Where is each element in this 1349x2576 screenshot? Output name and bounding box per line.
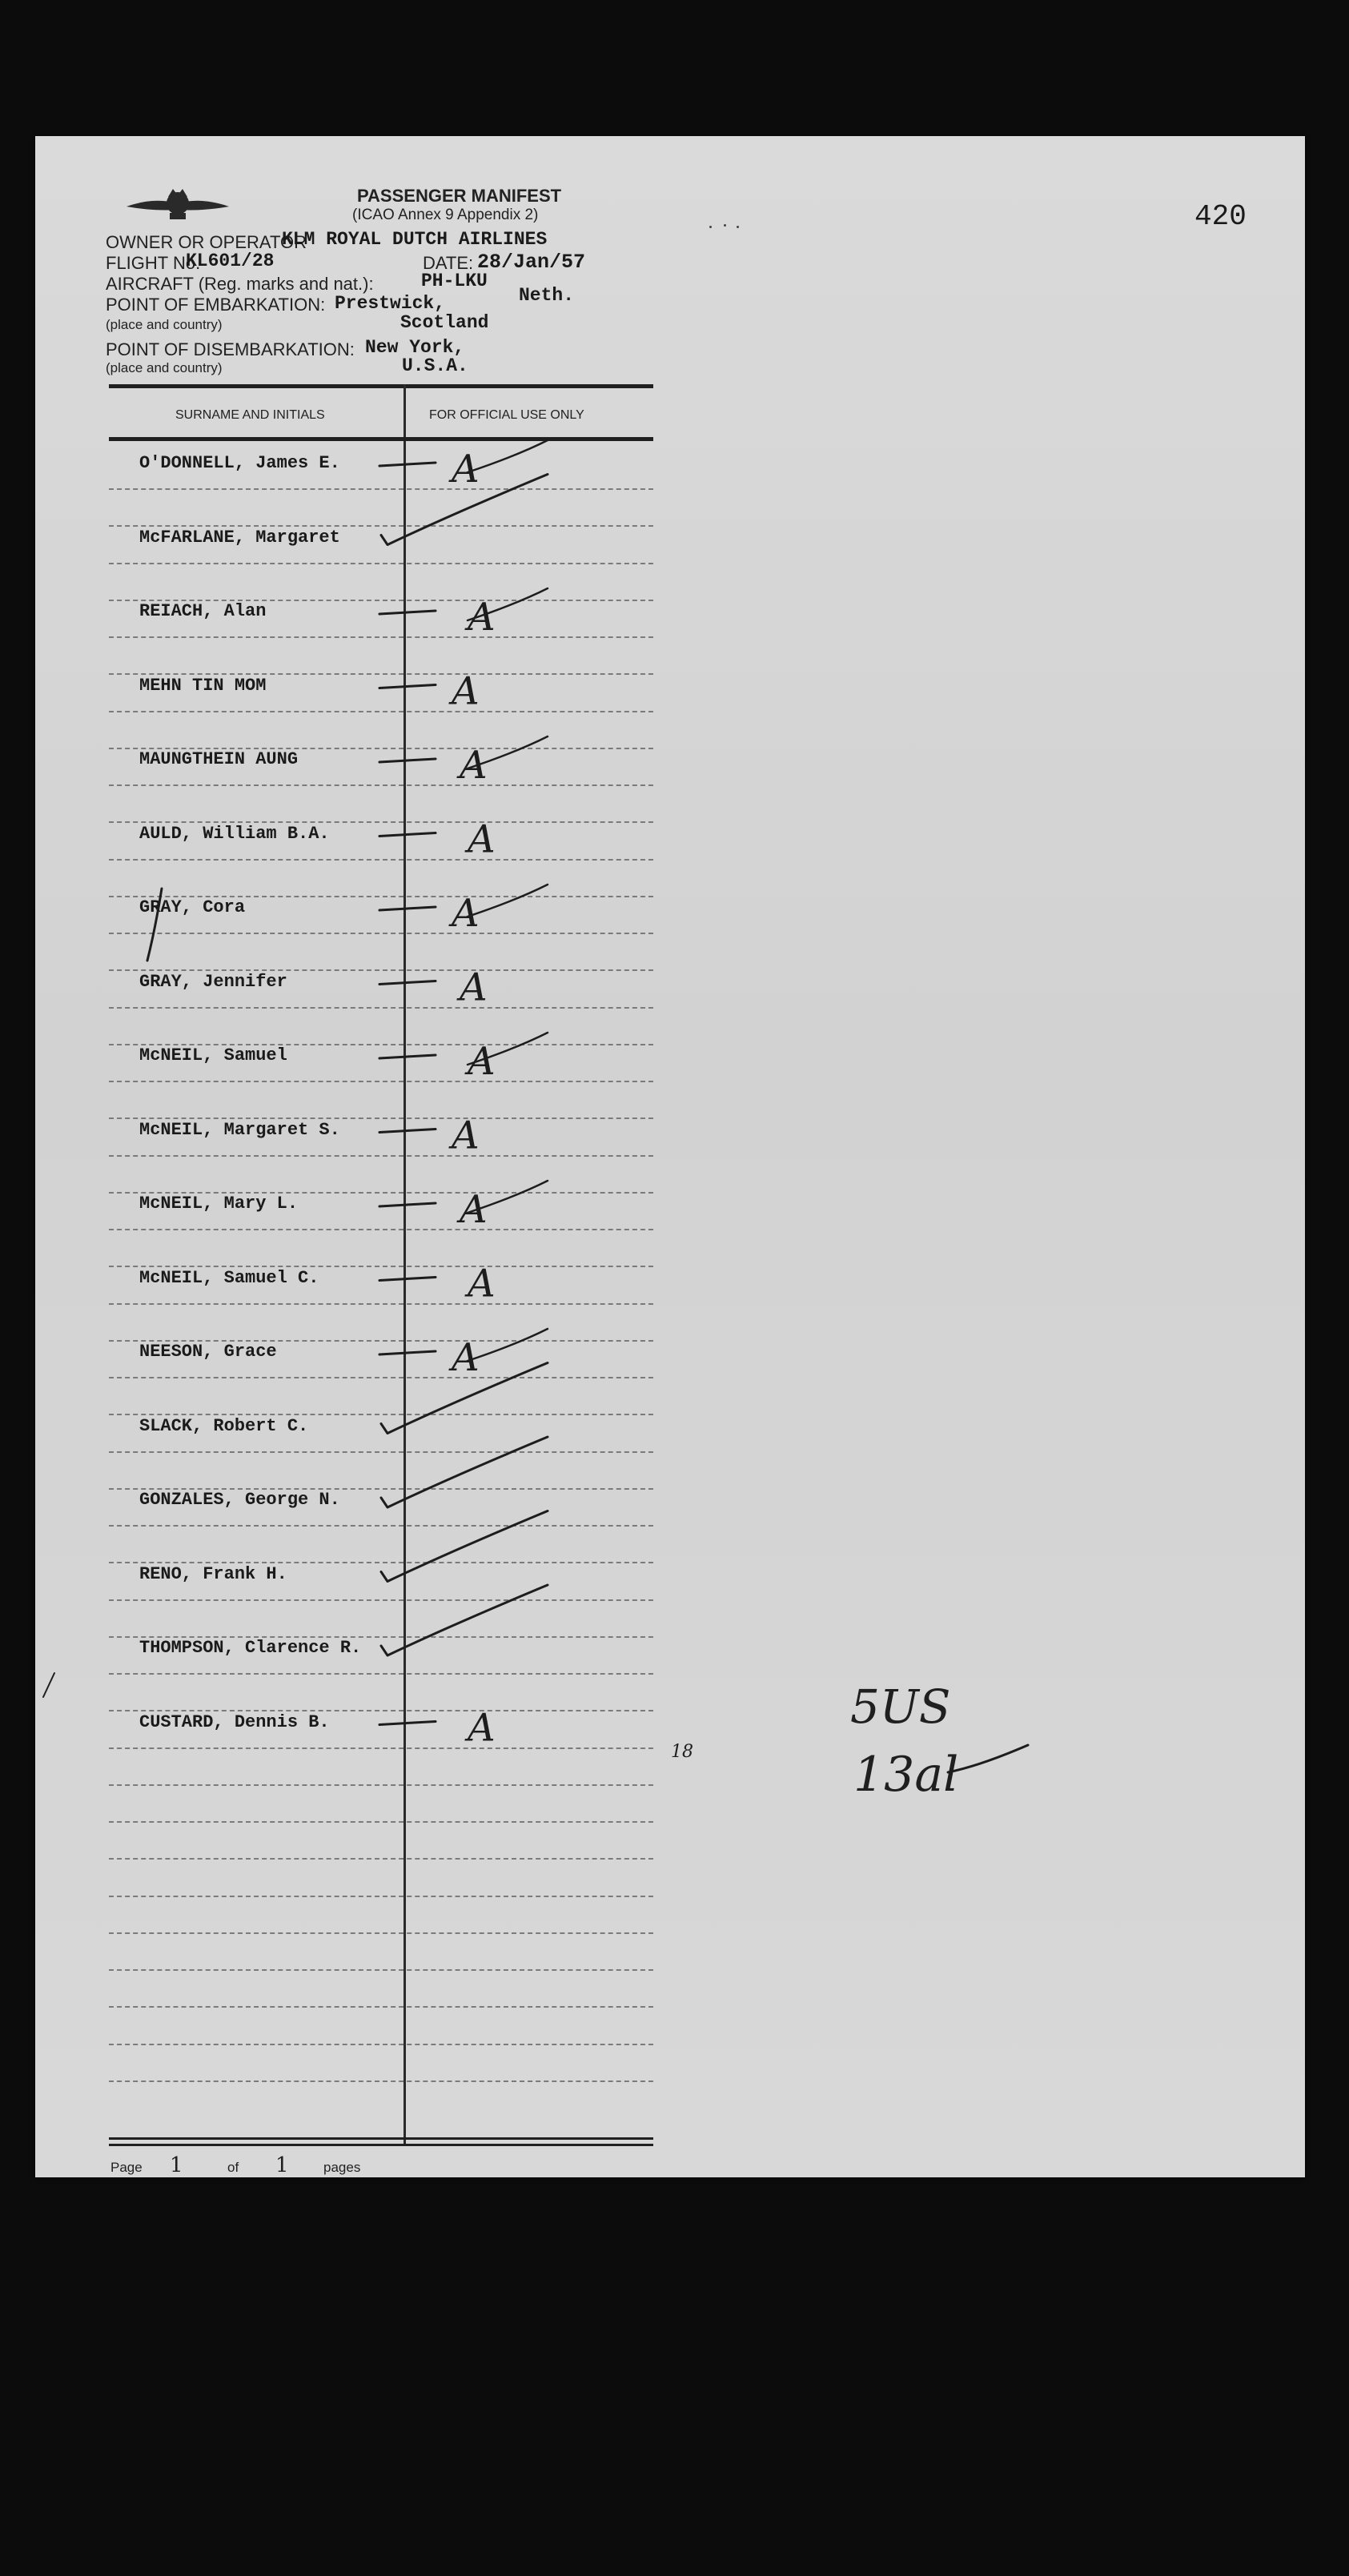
passenger-name: GONZALES, George N. [139, 1490, 340, 1510]
embarkation-country: Scotland [400, 312, 489, 333]
official-mark: A [452, 447, 480, 492]
passenger-name: SLACK, Robert C. [139, 1415, 309, 1436]
annotation-count: 18 [671, 1742, 693, 1762]
page-number-stamp: 420 [1194, 200, 1247, 233]
check-stroke [379, 1351, 436, 1354]
check-stroke [379, 1130, 436, 1133]
flight-value: KL601/28 [186, 251, 275, 271]
check-stroke [381, 1437, 548, 1507]
stray-pen-stroke [147, 889, 162, 961]
passenger-name: GRAY, Jennifer [139, 971, 287, 992]
official-mark: A [468, 1705, 496, 1751]
aircraft-label: AIRCRAFT (Reg. marks and nat.): [106, 274, 374, 294]
footer-total-pages: 1 [275, 2153, 289, 2177]
place-country-note: (place and country) [106, 360, 223, 375]
passenger-name: McFARLANE, Margaret [139, 527, 340, 548]
passenger-name: McNEIL, Samuel C. [139, 1267, 319, 1288]
passenger-name: GRAY, Cora [139, 897, 246, 917]
column-header-official: FOR OFFICIAL USE ONLY [429, 408, 584, 422]
disembarkation-country: U.S.A. [402, 355, 468, 376]
passenger-name: MEHN TIN MOM [139, 675, 267, 696]
place-country-note: (place and country) [106, 317, 223, 332]
check-stroke [379, 1278, 436, 1281]
annotation-us-count: 5US [850, 1679, 951, 1734]
passenger-name: NEESON, Grace [139, 1342, 277, 1362]
flight-label: FLIGHT No. [106, 253, 201, 273]
column-header-names: SURNAME AND INITIALS [175, 408, 325, 422]
manifest-title: PASSENGER MANIFEST [357, 186, 562, 206]
check-stroke [379, 611, 436, 614]
check-stroke [379, 759, 436, 762]
passenger-name: AULD, William B.A. [139, 823, 330, 844]
check-stroke [379, 981, 436, 985]
official-mark-stroke [468, 1329, 548, 1361]
footer-of-label: of [227, 2160, 239, 2175]
aircraft-reg: PH-LKU [421, 271, 488, 291]
official-mark: A [460, 1187, 488, 1232]
official-mark: A [452, 668, 480, 714]
official-mark: A [460, 965, 488, 1010]
footer-pages-label: pages [323, 2160, 361, 2175]
annotation-al-count: 13al [853, 1747, 959, 1803]
official-mark: A [468, 595, 496, 640]
passenger-name: THOMPSON, Clarence R. [139, 1638, 362, 1658]
passenger-name: O'DONNELL, James E. [139, 453, 340, 473]
official-mark-stroke [468, 885, 548, 917]
check-stroke [379, 1722, 436, 1725]
official-mark: A [468, 1039, 496, 1084]
manifest-page [35, 136, 1305, 2177]
passenger-name: CUSTARD, Dennis B. [139, 1711, 330, 1732]
aircraft-nat: Neth. [519, 285, 575, 306]
passenger-name: McNEIL, Mary L. [139, 1194, 299, 1214]
check-stroke [381, 1585, 548, 1655]
check-stroke [379, 685, 436, 688]
check-stroke [379, 907, 436, 910]
footer-page-label: Page [110, 2160, 143, 2175]
disembarkation-place: New York, [365, 337, 465, 358]
passenger-name: RENO, Frank H. [139, 1563, 287, 1584]
owner-label: OWNER OR OPERATOR [106, 232, 307, 252]
disembarkation-label: POINT OF DISEMBARKATION: [106, 339, 355, 359]
margin-mark [43, 1673, 54, 1697]
official-mark: A [468, 1261, 496, 1306]
embarkation-place: Prestwick, [335, 293, 446, 314]
passenger-name: MAUNGTHEIN AUNG [139, 749, 299, 769]
check-stroke [379, 833, 436, 837]
annotation-flourish [948, 1745, 1028, 1772]
date-label: DATE: [423, 253, 474, 273]
official-mark: A [452, 1335, 480, 1380]
official-mark: A [468, 817, 496, 862]
official-mark-stroke [468, 440, 548, 472]
passenger-name: McNEIL, Margaret S. [139, 1119, 340, 1140]
handwritten-checkmarks [35, 136, 1305, 2177]
manifest-subtitle: (ICAO Annex 9 Appendix 2) [352, 207, 539, 223]
passenger-name: McNEIL, Samuel [139, 1045, 287, 1065]
official-mark: A [452, 1113, 480, 1158]
check-stroke [381, 1511, 548, 1582]
check-stroke [379, 463, 436, 466]
passenger-name: REIACH, Alan [139, 601, 267, 621]
official-mark: A [460, 743, 488, 788]
embarkation-label: POINT OF EMBARKATION: [106, 295, 326, 315]
check-stroke [379, 1055, 436, 1058]
check-stroke [379, 1203, 436, 1206]
footer-page-number: 1 [170, 2153, 183, 2177]
date-value: 28/Jan/57 [477, 251, 586, 274]
official-mark: A [452, 891, 480, 936]
owner-value: KLM ROYAL DUTCH AIRLINES [282, 229, 548, 250]
